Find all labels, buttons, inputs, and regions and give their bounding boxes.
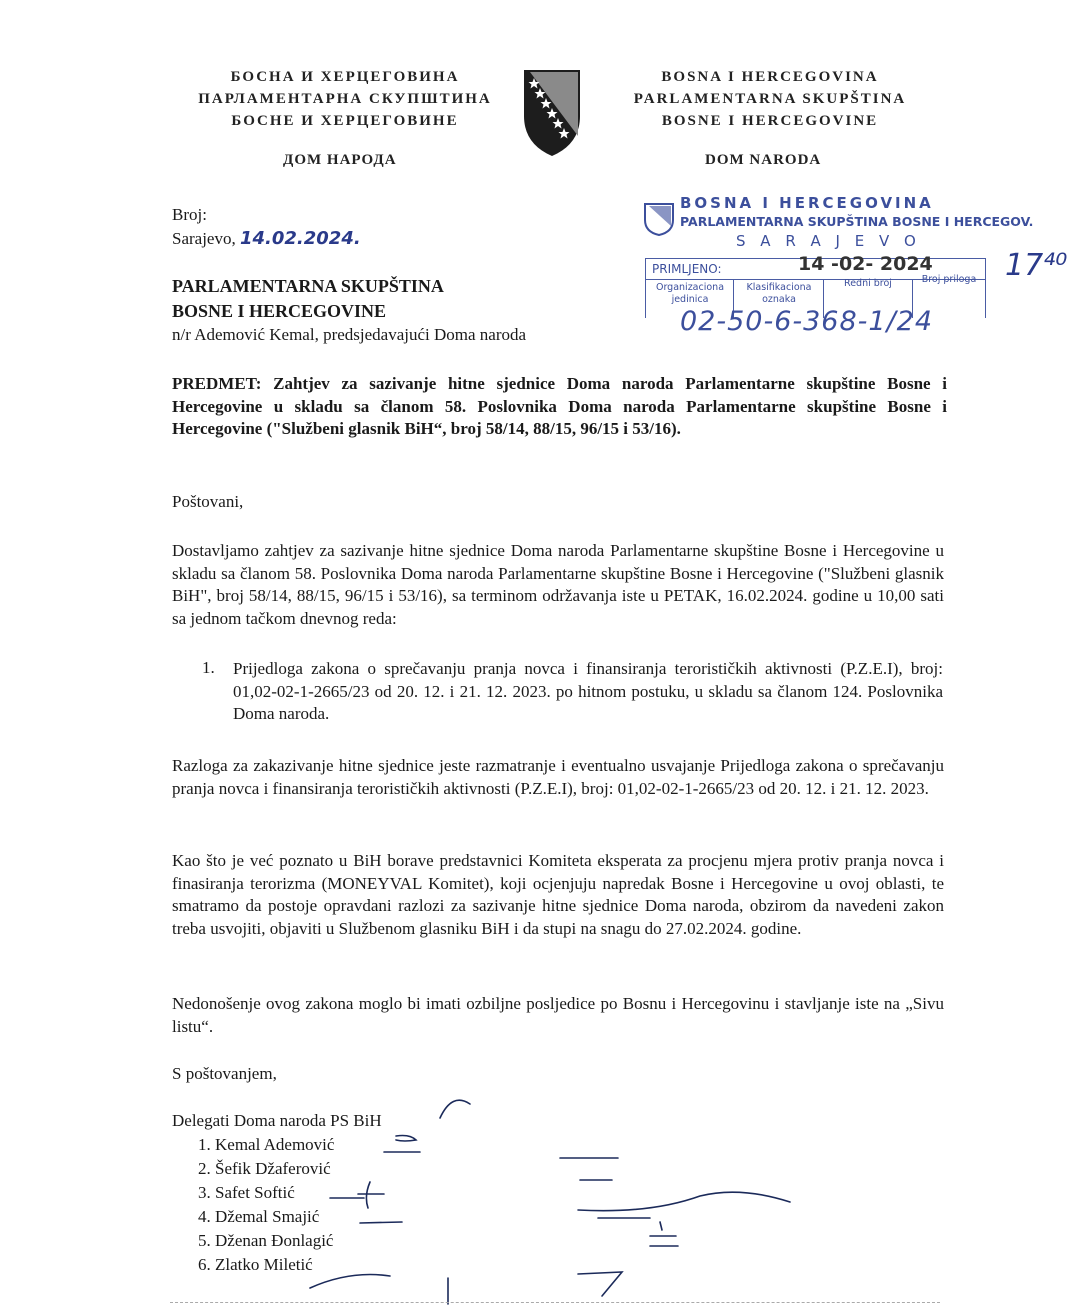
stamp-col-3: Redni broj	[844, 278, 892, 289]
greeting: Poštovani,	[172, 492, 244, 511]
subject-label: PREDMET:	[172, 374, 262, 393]
stamp-handwritten-number: 02-50-6-368-1/24	[680, 306, 934, 337]
header-cyrillic-line-1: БОСНА И ХЕРЦЕГОВИНА	[230, 69, 460, 85]
paragraph-2: Razloga za zakazivanje hitne sjednice jeste razmatranje i eventualno usvajanje Prijedloga zakona o sprečavanju pranja novca i finansiranja terorističkih aktivnosti (P.Z.E.I), broj: 01,02-02-1-2665/23 od 20. 12. i 21. 12. 2023.	[172, 756, 944, 798]
paragraph-3: Kao što je već poznato u BiH borave predstavnici Komiteta eksperata za procjenu mjera protiv pranja novca i finasiranja terorizma (MONEYVAL Komitet), koji ocjenjuju napredak Bosne i Hercegovine u ovoj oblasti, te smatramo da postoje opravdani razlozi za sazivanje hitne sjednice Doma naroda, obzirom da navedeni zakon treba usvojiti, objaviti u Službenom glasniku BiH i da stupi na snagu do 27.02.2024. godine.	[172, 851, 944, 938]
stamp-line-1: BOSNA I HERCEGOVINA	[680, 194, 934, 212]
paragraph-4: Nedonošenje ovog zakona moglo bi imati ozbiljne posljedice po Bosnu i Hercegovinu i stavljanje iste na „Sivu listu“.	[172, 994, 944, 1036]
paragraph-1: Dostavljamo zahtjev za sazivanje hitne sjednice Doma naroda Parlamentarne skupštine Bosne i Hercegovine u skladu sa članom 58. Poslovnika Doma naroda Parlamentarne skupštine Bosne i Hercegovine ("Službeni glasnik BiH", broj 58/14, 88/15, 96/15 i 53/16), sa terminom održavanja iste u PETAK, 16.02.2024. godine u 10,00 sati sa jednom tačkom dnevnog reda:	[172, 541, 944, 628]
stamp-col-1: Organizaciona jedinica	[655, 282, 725, 305]
closing: S poštovanjem,	[172, 1064, 277, 1083]
place-label: Sarajevo,	[172, 229, 236, 248]
signatory-2: 2. Šefik Džaferović	[198, 1159, 331, 1178]
house-cyrillic: ДОМ НАРОДА	[283, 152, 397, 168]
agenda-item-number: 1.	[202, 658, 215, 677]
signatory-5: 5. Dženan Đonlagić	[198, 1231, 334, 1250]
stamp-received-date: 14 -02- 2024	[798, 253, 933, 275]
signatory-4: 4. Džemal Smajić	[198, 1207, 320, 1226]
footer-divider	[170, 1302, 940, 1303]
signatory-3: 3. Safet Softić	[198, 1183, 295, 1202]
recipient-line-1: PARLAMENTARNA SKUPŠTINA	[172, 276, 444, 296]
stamp-col-2: Klasifikaciona oznaka	[746, 282, 812, 305]
header-latin-line-3: BOSNE I HERCEGOVINE	[661, 113, 879, 129]
subject-text: Zahtjev za sazivanje hitne sjednice Doma naroda Parlamentarne skupštine Bosne i Hercegovine u skladu sa članom 58. Poslovnika Doma naroda Parlamentarne skupštine Bosne i Hercegovine ("Službeni glasnik BiH“, broj 58/14, 88/15, 96/15 i 53/16).	[172, 374, 947, 438]
header-cyrillic-line-2: ПАРЛАМЕНТАРНА СКУПШТИНА	[198, 91, 492, 107]
agenda-item-text: Prijedloga zakona o sprečavanju pranja novca i finansiranja terorističkih aktivnosti (P.Z.E.I), broj: 01,02-02-1-2665/23 od 20. 12. i 21. 12. 2023. po hitnom postuku, u skladu sa članom 124. Poslovnika Doma naroda.	[233, 659, 943, 723]
house-latin: DOM NARODA	[705, 152, 822, 168]
recipient-line-3: n/r Ademović Kemal, predsjedavajući Doma naroda	[172, 325, 527, 344]
stamp-line-2: PARLAMENTARNA SKUPŠTINA BOSNE I HERCEGOV.	[680, 214, 1034, 229]
broj-label: Broj:	[172, 205, 207, 224]
header-cyrillic-line-3: БОСНЕ И ХЕРЦЕГОВИНЕ	[231, 113, 459, 129]
recipient-line-2: BOSNE I HERCEGOVINE	[172, 301, 387, 321]
signatory-6: 6. Zlatko Miletić	[198, 1255, 313, 1274]
margin-handwritten-note: 17⁴⁰	[1005, 248, 1068, 283]
handwritten-date: 14.02.2024.	[239, 228, 361, 249]
stamp-col-4: Broj priloga	[921, 274, 977, 285]
stamp-received-label: PRIMLJENO:	[652, 262, 722, 276]
header-latin-line-1: BOSNA I HERCEGOVINA	[661, 69, 879, 85]
signatory-1: 1. Kemal Ademović	[198, 1135, 335, 1154]
header-latin-line-2: PARLAMENTARNA SKUPŠTINA	[633, 91, 907, 107]
stamp-line-3: S A R A J E V O	[736, 232, 921, 250]
signatories-title: Delegati Doma naroda PS BiH	[172, 1111, 382, 1130]
